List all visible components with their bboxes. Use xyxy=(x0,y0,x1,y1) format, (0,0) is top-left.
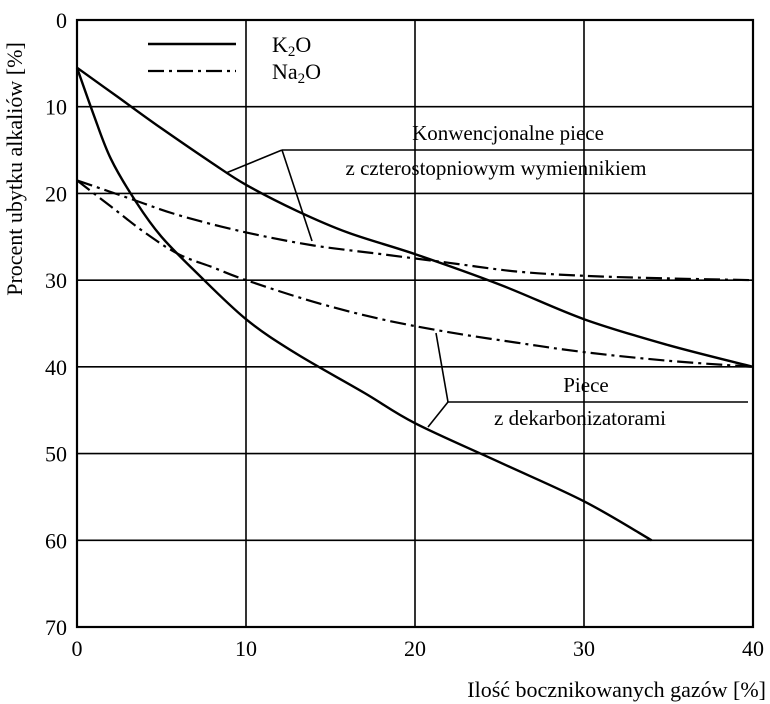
x-tick-label-0: 0 xyxy=(71,636,83,661)
annotation-precalciner-line2: z dekarbonizatorami xyxy=(494,406,666,430)
leader-conventional-to-k2o xyxy=(226,150,282,173)
annotation-conventional-line2: z czterostopniowym wymiennikiem xyxy=(345,156,647,180)
annotation-precalciner-line1: Piece xyxy=(563,373,609,397)
legend xyxy=(148,32,321,87)
y-axis-title: Procent ubytku alkaliów [%] xyxy=(2,42,27,296)
y-tick-label-70: 70 xyxy=(45,615,67,640)
x-tick-label-20: 20 xyxy=(404,636,426,661)
leader-conventional-to-na2o xyxy=(282,150,312,241)
x-axis-title: Ilość bocznikowanych gazów [%] xyxy=(467,677,766,702)
y-tick-label-40: 40 xyxy=(45,354,67,380)
y-tick-label-30: 30 xyxy=(45,268,67,294)
y-tick-label-50: 50 xyxy=(45,441,67,467)
leader-precalciner-to-k2o xyxy=(428,402,448,427)
annotation-conventional-line1: Konwencjonalne piece xyxy=(412,121,604,145)
x-tick-label-30: 30 xyxy=(573,636,595,661)
x-tick-label-10: 10 xyxy=(235,636,257,661)
legend-label-k2o: K2O xyxy=(272,32,312,60)
y-tick-label-0: 0 xyxy=(56,8,67,33)
grid xyxy=(77,20,753,627)
y-tick-label-10: 10 xyxy=(45,94,67,120)
legend-label-na2o: Na2O xyxy=(272,59,322,87)
x-tick-label-40: 40 xyxy=(742,636,764,661)
y-tick-label-60: 60 xyxy=(45,528,67,554)
y-tick-label-20: 20 xyxy=(45,181,67,207)
annotation-leaders xyxy=(226,150,753,427)
